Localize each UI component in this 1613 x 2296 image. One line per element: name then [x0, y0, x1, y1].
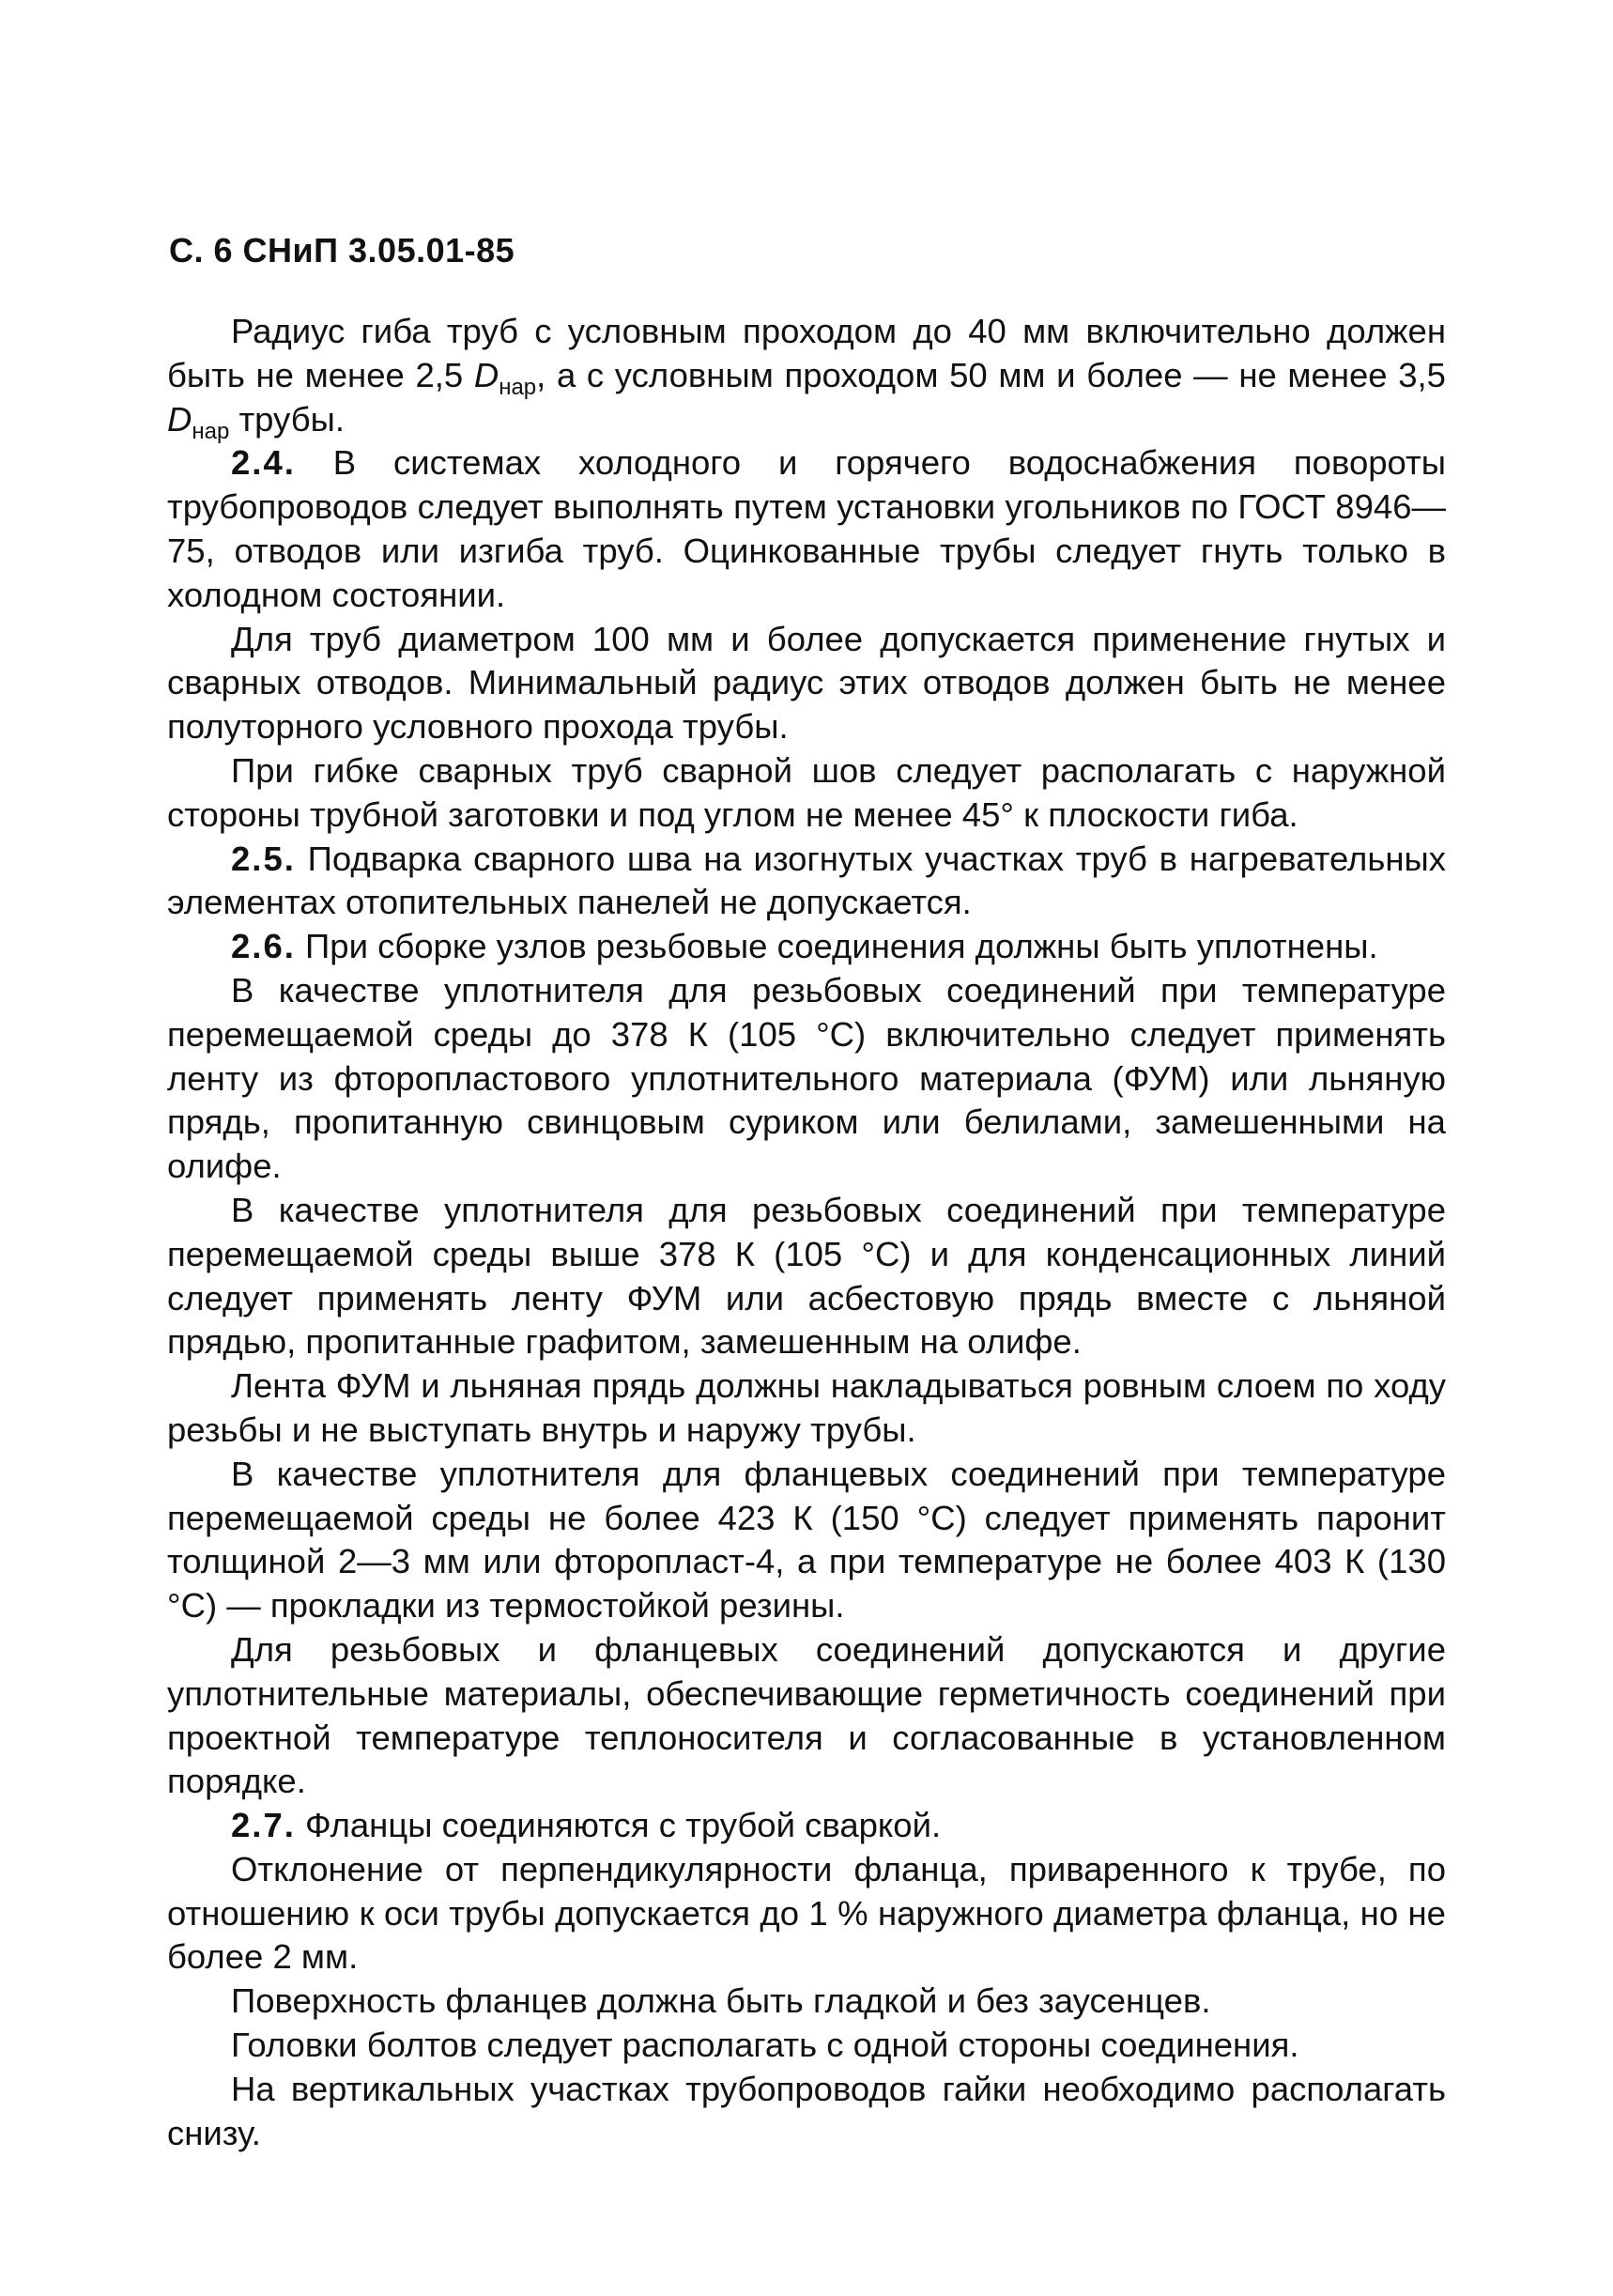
subscript: нар	[192, 418, 230, 444]
paragraph-text: Поверхность фланцев должна быть гладкой и без заусенцев.	[231, 1981, 1211, 2021]
paragraph-text: Радиус гиба труб с условным проходом до 40 мм включительно должен быть не менее 2,5	[167, 312, 1446, 394]
paragraph-text: В качестве уплотнителя для фланцевых соединений при температуре перемещаемой среды не более 423 К (150 °С) следует применять паронит толщиной 2—3 мм или фторопласт-4, а при температуре не более 403 К (130 °С) — прокладки из термостойкой резины.	[167, 1454, 1446, 1626]
paragraph	[167, 441, 1446, 617]
paragraph	[167, 1848, 1446, 1980]
paragraph-text: При сборке узлов резьбовые соединения должны быть уплотнены.	[295, 927, 1378, 966]
section-number: 2.7.	[231, 1806, 296, 1845]
paragraph-text: На вертикальных участках трубопроводов гайки необходимо располагать снизу.	[167, 2069, 1446, 2152]
paragraph	[167, 749, 1446, 838]
paragraph-text: Подварка сварного шва на изогнутых участках труб в нагревательных элементах отопительных панелей не допускается.	[167, 839, 1446, 922]
paragraph	[167, 618, 1446, 749]
paragraph	[167, 1189, 1446, 1364]
paragraph	[167, 969, 1446, 1189]
paragraph	[167, 1980, 1446, 2024]
paragraph	[167, 1628, 1446, 1804]
section-number: 2.6.	[231, 927, 296, 966]
paragraph-text: При гибке сварных труб сварной шов следует располагать с наружной стороны трубной заготовки и под углом не менее 45° к плоскости гиба.	[167, 750, 1446, 834]
paragraph	[167, 1364, 1446, 1453]
paragraph	[167, 1804, 1446, 1848]
paragraph-text: Для труб диаметром 100 мм и более допускается применение гнутых и сварных отводов. Минимальный радиус этих отводов должен быть не менее полуторного условного прохода трубы.	[167, 619, 1446, 747]
document-body	[167, 310, 1446, 2155]
paragraph	[167, 2068, 1446, 2156]
paragraph-text: D	[167, 399, 192, 439]
paragraph	[167, 1453, 1446, 1628]
section-number: 2.4.	[231, 443, 296, 483]
page-header: С. 6 СНиП 3.05.01-85	[169, 231, 515, 270]
paragraph	[167, 310, 1446, 444]
paragraph	[167, 838, 1446, 926]
paragraph-text: В качестве уплотнителя для резьбовых соединений при температуре перемещаемой среды выше 378 К (105 °С) и для конденсационных линий следует применять ленту ФУМ или асбестовую прядь вместе с льняной прядью, пропитанные графитом, замешенным на олифе.	[167, 1190, 1446, 1362]
paragraph-text: В качестве уплотнителя для резьбовых соединений при температуре перемещаемой среды до 378 К (105 °С) включительно следует применять ленту из фторопластового уплотнительного материала (ФУМ) или льняную прядь, пропитанную свинцовым суриком или белилами, замешенными на олифе.	[167, 970, 1446, 1186]
paragraph-text: В системах холодного и горячего водоснабжения повороты трубопроводов следует выполнять путем установки угольников по ГОСТ 8946—75, отводов или изгиба труб. Оцинкованные трубы следует гнуть только в холодном состоянии.	[167, 443, 1446, 614]
subscript: нар	[499, 374, 537, 400]
paragraph	[167, 2024, 1446, 2068]
paragraph-text: Отклонение от перпендикулярности фланца, приваренного к трубе, по отношению к оси трубы допускается до 1 % наружного диаметра фланца, но не более 2 мм.	[167, 1849, 1446, 1977]
paragraph-text: , а с условным проходом 50 мм и более — не менее 3,5	[536, 355, 1446, 394]
paragraph-text: Для резьбовых и фланцевых соединений допускаются и другие уплотнительные материалы, обеспечивающие герметичность соединений при проектной температуре теплоносителя и согласованные в установленном порядке.	[167, 1629, 1446, 1801]
paragraph-text: Лента ФУМ и льняная прядь должны накладываться ровным слоем по ходу резьбы и не выступать внутрь и наружу трубы.	[167, 1366, 1446, 1449]
paragraph-text: трубы.	[229, 399, 346, 439]
section-number: 2.5.	[231, 839, 296, 878]
paragraph	[167, 925, 1446, 969]
paragraph-text: Головки болтов следует располагать с одной стороны соединения.	[231, 2026, 1299, 2065]
paragraph-text: D	[473, 355, 499, 394]
paragraph-text: Фланцы соединяются с трубой сваркой.	[295, 1806, 942, 1845]
